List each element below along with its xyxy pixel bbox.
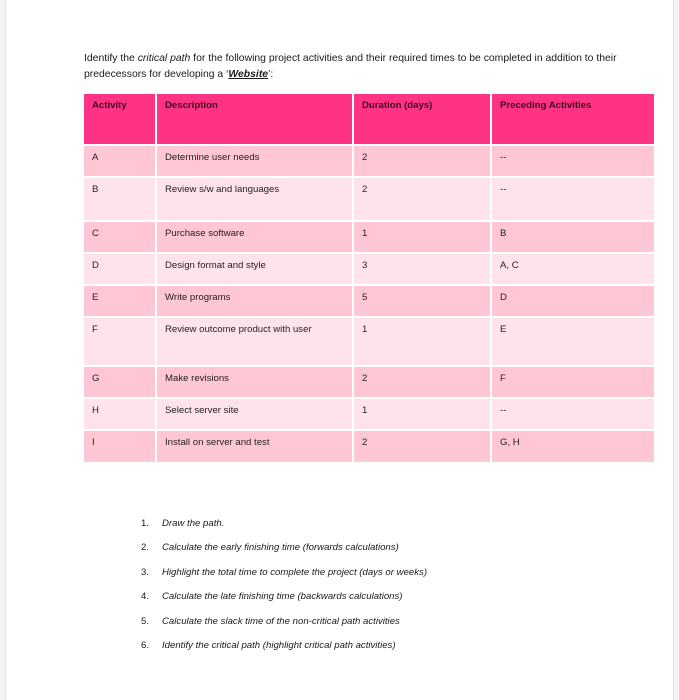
task-text: Highlight the total time to complete the project (days or weeks) [162,566,428,578]
cell-duration: 2 [354,178,492,220]
cell-description: Purchase software [157,222,354,252]
task-text: Calculate the slack time of the non-critical path activities [162,615,400,627]
task-item [141,561,427,585]
cell-activity: G [84,367,157,397]
task-item [141,512,427,536]
page-edge-left [0,0,6,700]
task-number: 3. [141,566,150,578]
cell-duration: 2 [354,431,492,462]
cell-description: Review s/w and languages [157,178,354,220]
cell-preceding: -- [492,399,654,429]
task-list [141,512,427,658]
cell-preceding: A, C [492,254,654,284]
table-row [84,178,654,220]
table-row [84,146,654,176]
table-row [84,431,654,462]
task-number: 2. [141,542,150,554]
table-row [84,399,654,429]
task-number: 5. [141,615,150,627]
task-number: 6. [141,640,150,652]
cell-preceding: E [492,318,654,365]
cell-activity: A [84,146,157,176]
intro-text-2: for the following project activities and their required times to be completed in addition to their predecessors for developing a ‘ [84,53,617,80]
table-row [84,286,654,316]
task-text: Calculate the late finishing time (backwards calculations) [162,591,403,603]
cell-duration: 1 [354,318,492,365]
cell-activity: F [84,318,157,365]
task-text: Identify the critical path (highlight critical path activities) [162,640,396,652]
cell-preceding: -- [492,178,654,220]
task-item [141,610,427,634]
header-activity: Activity [84,94,157,144]
cell-activity: H [84,399,157,429]
cell-preceding: F [492,367,654,397]
cell-activity: B [84,178,157,220]
cell-activity: I [84,431,157,462]
task-item [141,585,427,609]
header-duration: Duration (days) [354,94,492,144]
task-item [141,536,427,560]
cell-activity: E [84,286,157,316]
page-edge-right [673,0,679,700]
cell-activity: D [84,254,157,284]
cell-preceding: -- [492,146,654,176]
table-row [84,367,654,397]
task-number: 4. [141,591,150,603]
task-text: Calculate the early finishing time (forwards calculations) [162,542,399,554]
table-row [84,254,654,284]
cell-duration: 3 [354,254,492,284]
cell-preceding: D [492,286,654,316]
intro-text-1: Identify the [84,53,138,64]
cell-description: Review outcome product with user [157,318,354,365]
cell-preceding: B [492,222,654,252]
cell-duration: 1 [354,222,492,252]
cell-description: Select server site [157,399,354,429]
cell-description: Design format and style [157,254,354,284]
table-header-row [84,94,654,144]
intro-keyword: Website [228,69,269,80]
cell-activity: C [84,222,157,252]
intro-paragraph [84,51,624,83]
table-row [84,318,654,365]
header-preceding: Preceding Activities [492,94,654,144]
task-number: 1. [141,518,150,529]
intro-text-3: ’: [268,69,274,80]
cell-duration: 5 [354,286,492,316]
header-description: Description [157,94,354,144]
intro-emphasis: critical path [137,53,191,64]
cell-duration: 2 [354,367,492,397]
task-text: Draw the path. [162,518,225,529]
cell-preceding: G, H [492,431,654,462]
task-item [141,634,427,658]
table-row [84,222,654,252]
cell-description: Install on server and test [157,431,354,462]
cell-duration: 1 [354,399,492,429]
cell-duration: 2 [354,146,492,176]
cell-description: Write programs [157,286,354,316]
cell-description: Determine user needs [157,146,354,176]
cell-description: Make revisions [157,367,354,397]
